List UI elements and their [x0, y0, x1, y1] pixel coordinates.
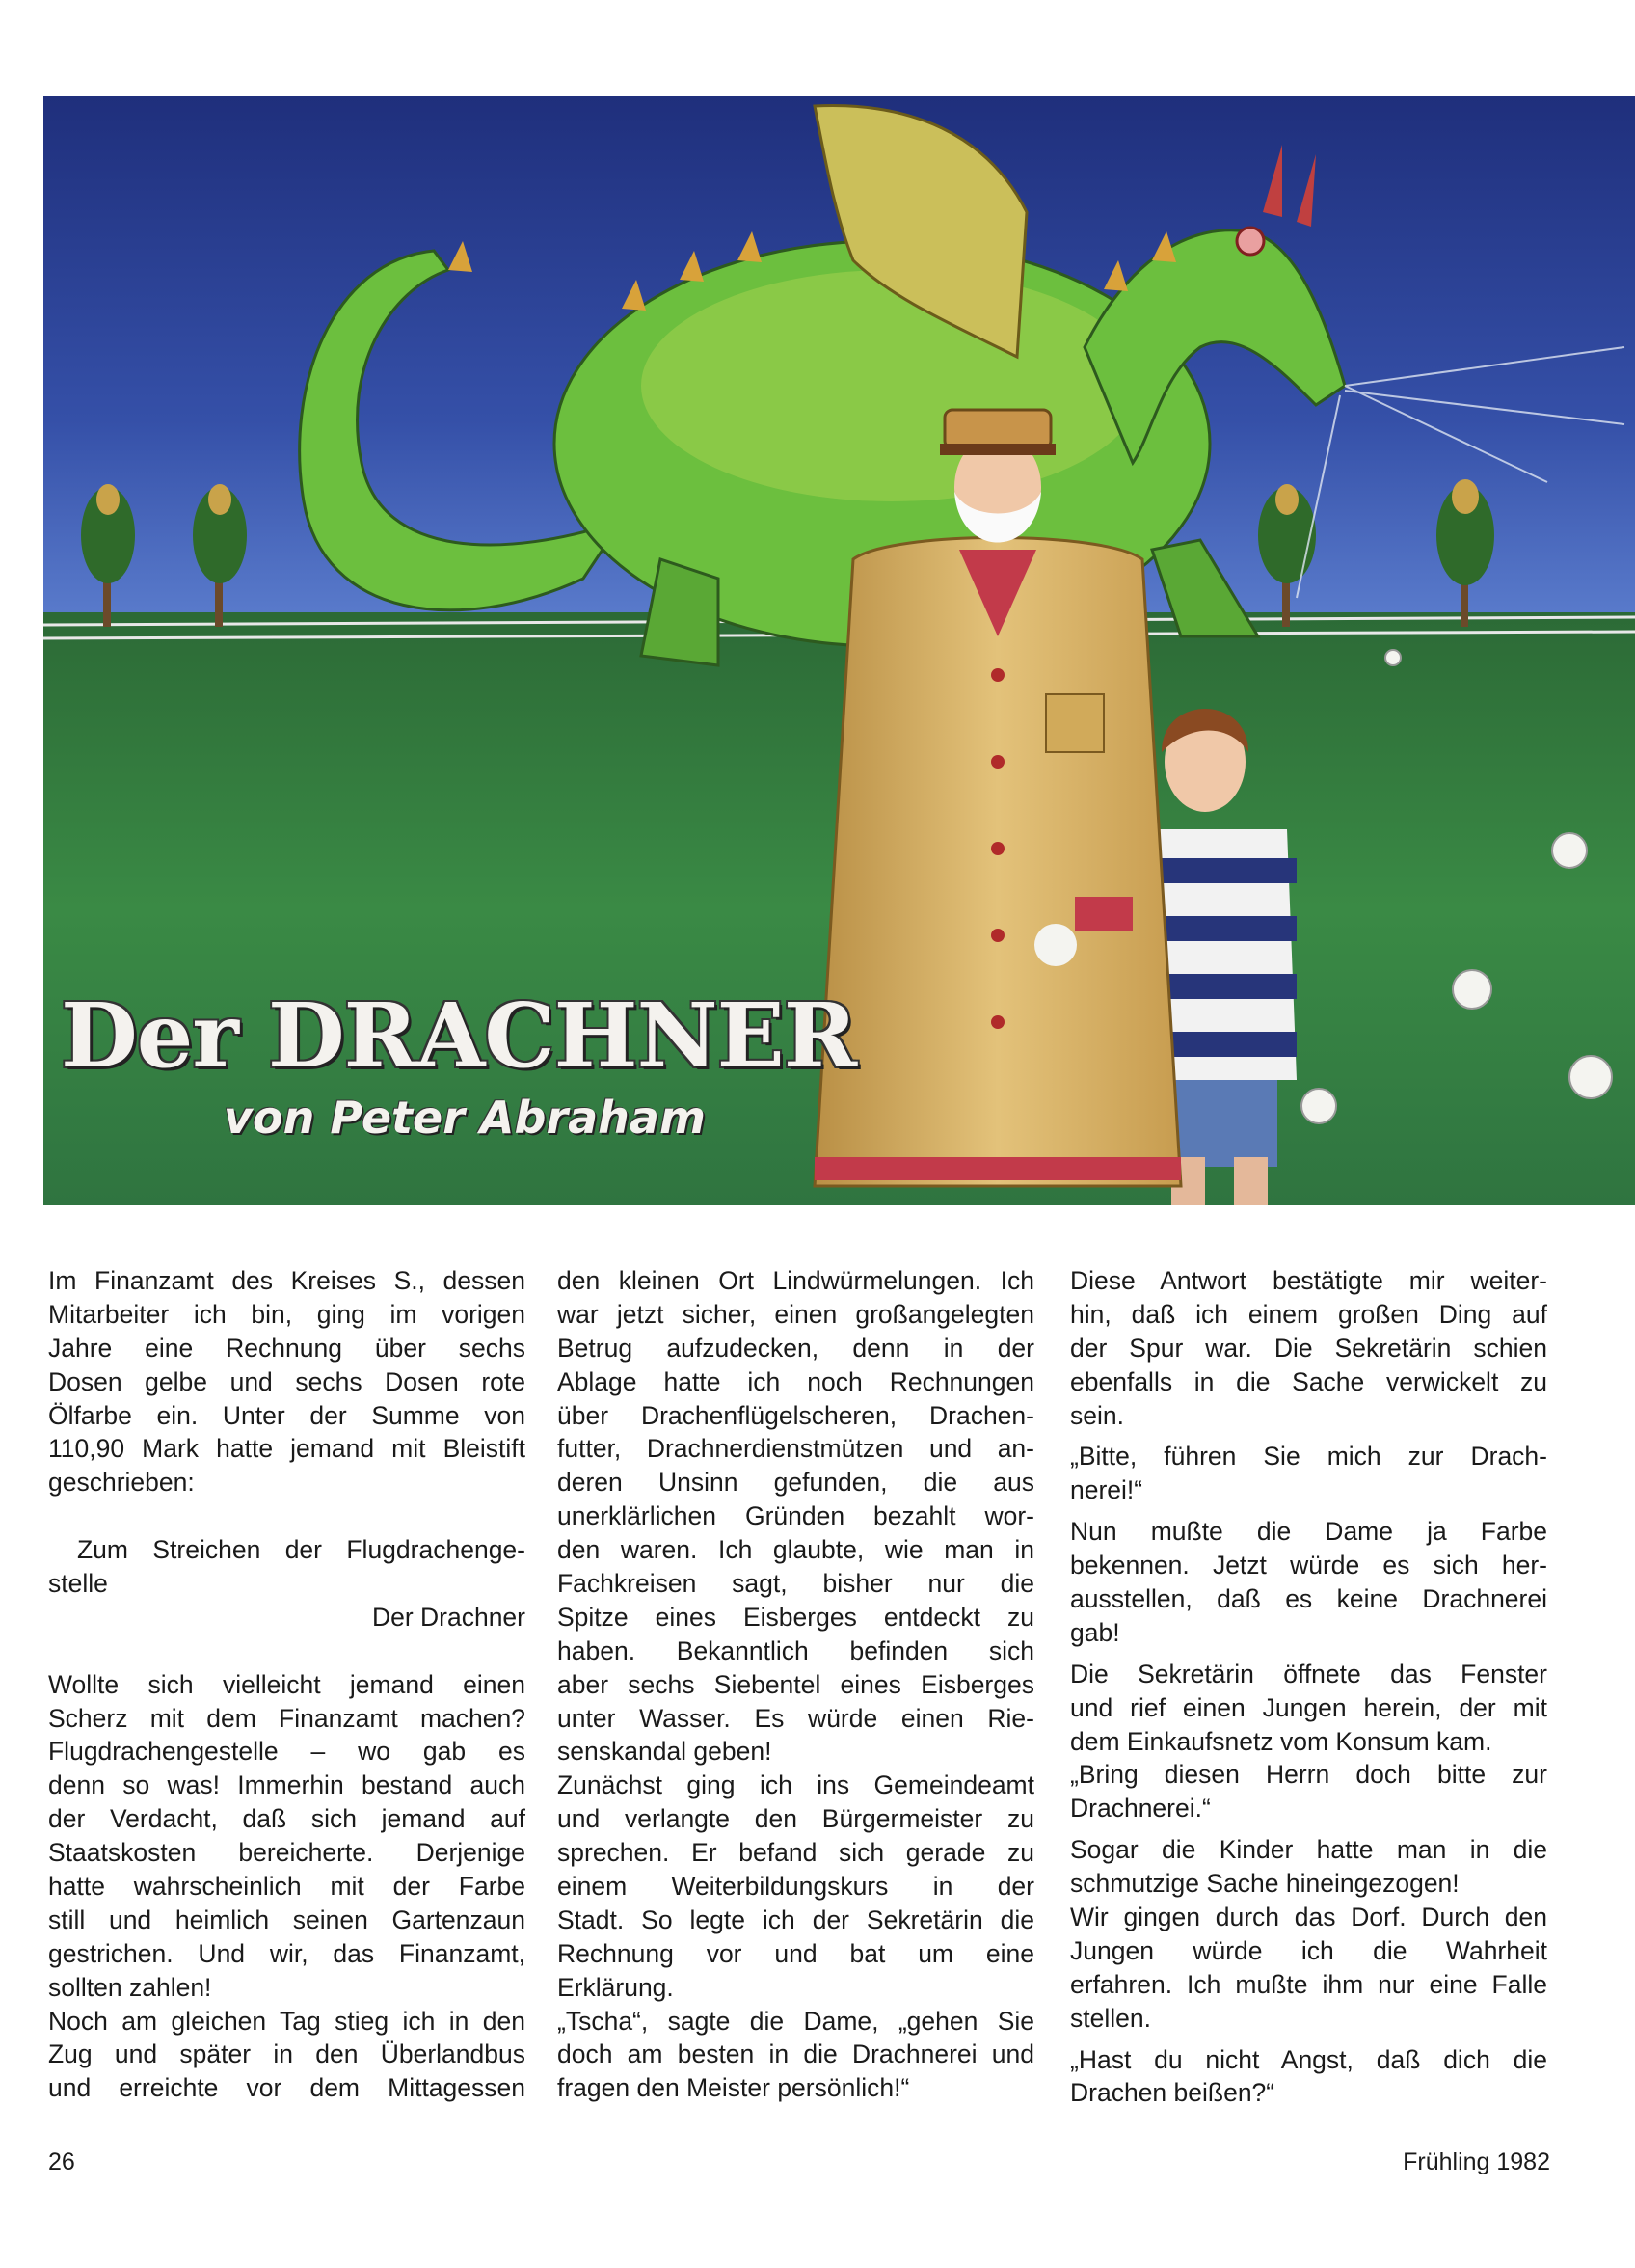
text-line: erfahren. Ich mußte ihm nur eine Falle	[1070, 1969, 1547, 1999]
text-line: Staatskosten bereicherte. Derjenige	[48, 1838, 525, 1868]
text-line: Ablage hatte ich noch Rechnungen	[557, 1366, 1034, 1396]
text-line: „Hast du nicht Angst, daß dich die	[1070, 2044, 1547, 2074]
text-line: Zug und später in den Überlandbus	[48, 2039, 525, 2069]
paragraph	[1070, 1833, 1547, 1901]
text-line: 110,90 Mark hatte jemand mit Bleistift	[48, 1434, 525, 1464]
text-line: unter Wasser. Es würde einen Rie-	[557, 1703, 1034, 1733]
text-line: schmutzige Sache hineingezogen!	[1070, 1869, 1460, 1899]
text-line: war jetzt sicher, einen großangelegten	[557, 1299, 1034, 1329]
text-line: still und heimlich seinen Gartenzaun	[48, 1904, 525, 1934]
text-column-1	[48, 1264, 525, 2105]
text-line: Ölfarbe ein. Unter der Summe von	[48, 1400, 525, 1430]
text-line: Jahre eine Rechnung über sechs	[48, 1333, 525, 1363]
text-line: aber sechs Siebentel eines Eisberges	[557, 1669, 1034, 1699]
text-line: denn so was! Immerhin bestand auch	[48, 1770, 525, 1800]
text-line: über Drachenflügelscheren, Drachen-	[557, 1400, 1034, 1430]
text-line: unerklärlichen Gründen bezahlt wor-	[557, 1501, 1034, 1531]
text-line: der Spur war. Die Sekretärin schien	[1070, 1333, 1547, 1363]
text-line: der Verdacht, daß sich jemand auf	[48, 1804, 525, 1834]
text-line: Zum Streichen der Flugdrachenge-	[77, 1535, 525, 1565]
paragraph	[1070, 1515, 1547, 1650]
paragraph	[1070, 1901, 1547, 2036]
text-line: Flugdrachengestelle – wo gab es	[48, 1737, 525, 1767]
text-column-3	[1070, 1264, 1547, 2110]
text-line: Spitze eines Eisberges entdeckt zu	[557, 1602, 1034, 1632]
article-title: Der DRACHNER	[61, 984, 857, 1088]
text-line: Zunächst ging ich ins Gemeindeamt	[557, 1770, 1034, 1800]
paragraph	[1070, 1264, 1547, 1432]
text-line: Nun mußte die Dame ja Farbe	[1070, 1517, 1547, 1547]
text-line: gestrichen. Und wir, das Finanzamt,	[48, 1938, 525, 1968]
text-line: Drachnerei.“	[1070, 1794, 1211, 1823]
text-line: hatte wahrscheinlich mit der Farbe	[48, 1872, 525, 1902]
text-line: Sogar die Kinder hatte man in die	[1070, 1835, 1547, 1865]
text-line: Dosen gelbe und sechs Dosen rote	[48, 1366, 525, 1396]
text-line: sprechen. Er befand sich gerade zu	[557, 1838, 1034, 1868]
text-line: bekennen. Jetzt würde es sich her-	[1070, 1551, 1547, 1580]
text-line: Erklärung.	[557, 1972, 674, 2002]
paragraph	[557, 1264, 1034, 1768]
article-byline: von Peter Abraham	[224, 1092, 706, 1144]
text-line: „Bring diesen Herrn doch bitte zur	[1070, 1760, 1547, 1790]
text-line: Im Finanzamt des Kreises S., dessen	[48, 1266, 525, 1295]
text-line: Noch am gleichen Tag stieg ich in den	[48, 2006, 525, 2036]
text-line: doch am besten in die Drachnerei und	[557, 2039, 1034, 2069]
paragraph	[557, 1768, 1034, 2004]
text-line: fragen den Meister persönlich!“	[557, 2073, 910, 2103]
paragraph	[1070, 2043, 1547, 2111]
text-line: haben. Bekanntlich befinden sich	[557, 1635, 1034, 1665]
paragraph	[48, 1264, 525, 1499]
text-line: gab!	[1070, 1617, 1120, 1647]
text-line: Betrug aufzudecken, denn in der	[557, 1333, 1034, 1363]
paragraph	[48, 2005, 525, 2106]
text-line: sollten zahlen!	[48, 1972, 212, 2002]
text-line: Stadt. So legte ich der Sekretärin die	[557, 1904, 1034, 1934]
text-line: Wollte sich vielleicht jemand einen	[48, 1669, 525, 1699]
text-line: „Bitte, führen Sie mich zur Drach-	[1070, 1442, 1547, 1472]
text-line: geschrieben:	[48, 1468, 195, 1498]
text-line: den waren. Ich glaubte, wie man in	[557, 1535, 1034, 1565]
text-line: futter, Drachnerdienstmützen und an-	[557, 1434, 1034, 1464]
text-line: senskandal geben!	[557, 1737, 772, 1767]
text-line: stellen.	[1070, 2003, 1151, 2033]
text-line: deren Unsinn gefunden, die aus	[557, 1468, 1034, 1498]
text-line: Wir gingen durch das Dorf. Durch den	[1070, 1903, 1547, 1932]
text-line: nerei!“	[1070, 1475, 1143, 1505]
text-line: hin, daß ich einem großen Ding auf	[1070, 1299, 1547, 1329]
issue-label: Frühling 1982	[1403, 2148, 1550, 2175]
text-line: stelle	[48, 1569, 108, 1599]
text-line: und rief einen Jungen herein, der mit	[1070, 1692, 1547, 1722]
text-line: ausstellen, daß es keine Drachnerei	[1070, 1584, 1547, 1614]
paragraph	[1070, 1758, 1547, 1825]
text-column-2	[557, 1264, 1034, 2105]
text-line: Fachkreisen sagt, bisher nur die	[557, 1569, 1034, 1599]
paragraph	[48, 1601, 525, 1634]
paragraph	[48, 1668, 525, 2005]
text-line: Drachen beißen?“	[1070, 2078, 1275, 2108]
text-line: Mitarbeiter ich bin, ging im vorigen	[48, 1299, 525, 1329]
text-line: und verlangte den Bürgermeister zu	[557, 1804, 1034, 1834]
paragraph	[48, 1533, 525, 1601]
text-line: Diese Antwort bestätigte mir weiter-	[1070, 1266, 1547, 1295]
text-line: Die Sekretärin öffnete das Fenster	[1070, 1659, 1547, 1688]
text-line: dem Einkaufsnetz vom Konsum kam.	[1070, 1726, 1492, 1756]
text-line: Der Drachner	[371, 1602, 525, 1632]
paragraph	[1070, 1440, 1547, 1507]
text-line: den kleinen Ort Lindwürmelungen. Ich	[557, 1266, 1034, 1295]
text-line: ebenfalls in die Sache verwickelt zu	[1070, 1366, 1547, 1396]
text-line: sein.	[1070, 1400, 1124, 1430]
page-number: 26	[48, 2148, 75, 2175]
text-line: Rechnung vor und bat um eine	[557, 1938, 1034, 1968]
paragraph	[1070, 1658, 1547, 1759]
text-line: „Tscha“, sagte die Dame, „gehen Sie	[557, 2006, 1034, 2036]
paragraph	[557, 2005, 1034, 2106]
text-line: Scherz mit dem Finanzamt machen?	[48, 1703, 525, 1733]
text-line: Jungen würde ich die Wahrheit	[1070, 1935, 1547, 1965]
text-line: einem Weiterbildungskurs in der	[557, 1872, 1034, 1902]
text-line: und erreichte vor dem Mittagessen	[48, 2073, 525, 2103]
